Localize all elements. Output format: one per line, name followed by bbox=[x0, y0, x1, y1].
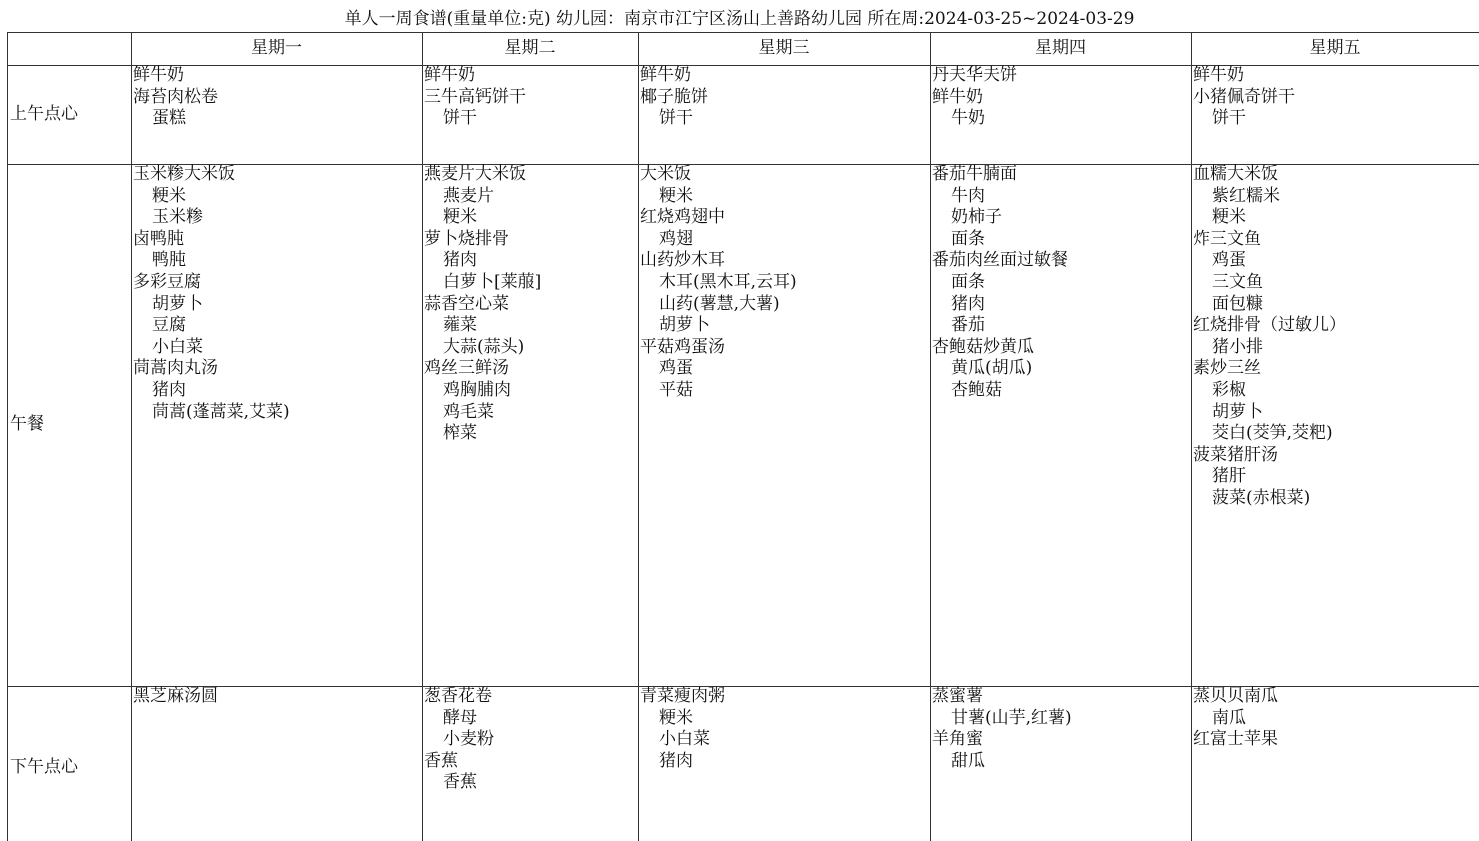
dish-name: 鲜牛奶 bbox=[1193, 65, 1244, 85]
dish-name: 羊角蜜 bbox=[932, 729, 983, 750]
dish-name: 葱香花卷 bbox=[424, 686, 492, 706]
ingredient-name: 饼干 bbox=[659, 108, 693, 129]
ingredient-name: 小麦粉 bbox=[443, 729, 494, 750]
ingredient-name: 粳米 bbox=[152, 185, 186, 206]
dish-name: 燕麦片大米饭 bbox=[424, 164, 526, 184]
ingredient-name: 酵母 bbox=[443, 707, 477, 728]
dish-name: 鸡丝三鲜汤 bbox=[424, 358, 509, 379]
dish-name: 鲜牛奶 bbox=[133, 65, 184, 85]
ingredient-name: 小白菜 bbox=[659, 729, 710, 750]
dish-name: 血糯大米饭 bbox=[1193, 164, 1278, 184]
ingredient-name: 白萝卜[莱菔] bbox=[443, 271, 542, 292]
ingredient-name: 鸡蛋 bbox=[659, 358, 693, 379]
ingredient-name: 香蕉 bbox=[443, 772, 477, 793]
cell-lunch-monday bbox=[133, 164, 290, 423]
dish-name: 鲜牛奶 bbox=[640, 65, 691, 85]
cell-morning-snack-monday bbox=[133, 65, 218, 130]
ingredient-name: 鸡翅 bbox=[659, 228, 693, 249]
ingredient-name: 茼蒿(蓬蒿菜,艾菜) bbox=[152, 401, 290, 422]
ingredient-name: 奶柿子 bbox=[951, 207, 1002, 228]
dish-name: 红烧鸡翅中 bbox=[640, 207, 725, 228]
dish-name: 蒜香空心菜 bbox=[424, 293, 509, 314]
cell-morning-snack-friday bbox=[1193, 65, 1295, 130]
dish-name: 椰子脆饼 bbox=[640, 86, 708, 107]
ingredient-name: 蕹菜 bbox=[443, 315, 477, 336]
ingredient-name: 甘薯(山芋,红薯) bbox=[951, 707, 1072, 728]
dish-name: 蒸蜜薯 bbox=[932, 686, 983, 706]
dish-name: 蒸贝贝南瓜 bbox=[1193, 686, 1278, 706]
ingredient-name: 大蒜(蒜头) bbox=[443, 336, 525, 357]
cell-lunch-wednesday bbox=[640, 164, 797, 402]
col-divider-5 bbox=[1191, 32, 1192, 841]
ingredient-name: 猪肉 bbox=[659, 750, 693, 771]
ingredient-name: 南瓜 bbox=[1212, 707, 1246, 728]
ingredient-name: 杏鲍菇 bbox=[951, 379, 1002, 400]
cell-lunch-friday bbox=[1193, 164, 1346, 510]
ingredient-name: 蛋糕 bbox=[152, 108, 186, 129]
ingredient-name: 牛奶 bbox=[951, 108, 985, 129]
col-divider-3 bbox=[638, 32, 639, 841]
day-header-tuesday: 星期二 bbox=[504, 38, 556, 58]
cell-morning-snack-tuesday bbox=[424, 65, 526, 130]
cell-afternoon-snack-monday bbox=[133, 686, 218, 708]
cell-afternoon-snack-thursday bbox=[932, 686, 1072, 772]
dish-name: 鲜牛奶 bbox=[932, 86, 983, 107]
ingredient-name: 番茄 bbox=[951, 315, 985, 336]
dish-name: 鲜牛奶 bbox=[424, 65, 475, 85]
cell-morning-snack-thursday bbox=[932, 65, 1017, 130]
cell-morning-snack-wednesday bbox=[640, 65, 708, 130]
dish-name: 丹夫华夫饼 bbox=[932, 65, 1017, 85]
ingredient-name: 粳米 bbox=[443, 207, 477, 228]
ingredient-name: 胡萝卜 bbox=[1212, 401, 1263, 422]
ingredient-name: 菠菜(赤根菜) bbox=[1212, 487, 1311, 508]
dish-name: 香蕉 bbox=[424, 750, 458, 771]
ingredient-name: 猪肉 bbox=[443, 250, 477, 271]
ingredient-name: 平菇 bbox=[659, 379, 693, 400]
ingredient-name: 彩椒 bbox=[1212, 379, 1246, 400]
dish-name: 菠菜猪肝汤 bbox=[1193, 444, 1278, 465]
ingredient-name: 三文鱼 bbox=[1212, 271, 1263, 292]
ingredient-name: 小白菜 bbox=[152, 336, 203, 357]
col-divider-0 bbox=[7, 32, 8, 841]
ingredient-name: 榨菜 bbox=[443, 423, 477, 444]
dish-name: 平菇鸡蛋汤 bbox=[640, 336, 725, 357]
ingredient-name: 紫红糯米 bbox=[1212, 185, 1280, 206]
ingredient-name: 粳米 bbox=[659, 707, 693, 728]
ingredient-name: 猪肝 bbox=[1212, 466, 1246, 487]
dish-name: 卤鸭肫 bbox=[133, 228, 184, 249]
dish-name: 番茄肉丝面过敏餐 bbox=[932, 250, 1068, 271]
ingredient-name: 鸭肫 bbox=[152, 250, 186, 271]
meal-label-afternoon-snack: 下午点心 bbox=[10, 757, 78, 777]
ingredient-name: 鸡蛋 bbox=[1212, 250, 1246, 271]
ingredient-name: 胡萝卜 bbox=[659, 315, 710, 336]
dish-name: 海苔肉松卷 bbox=[133, 86, 218, 107]
meal-label-lunch: 午餐 bbox=[10, 414, 44, 434]
cell-lunch-tuesday bbox=[424, 164, 541, 445]
ingredient-name: 面条 bbox=[951, 271, 985, 292]
ingredient-name: 茭白(茭笋,茭粑) bbox=[1212, 423, 1333, 444]
menu-title: 单人一周食谱(重量单位:克) 幼儿园：南京市江宁区汤山上善路幼儿园 所在周:2024-03-25~2024-03-29 bbox=[344, 9, 1135, 29]
ingredient-name: 粳米 bbox=[659, 185, 693, 206]
dish-name: 素炒三丝 bbox=[1193, 358, 1261, 379]
day-header-friday: 星期五 bbox=[1309, 38, 1361, 58]
ingredient-name: 饼干 bbox=[443, 108, 477, 129]
dish-name: 茼蒿肉丸汤 bbox=[133, 358, 218, 379]
ingredient-name: 豆腐 bbox=[152, 315, 186, 336]
dish-name: 山药炒木耳 bbox=[640, 250, 725, 271]
cell-afternoon-snack-tuesday bbox=[424, 686, 494, 794]
ingredient-name: 黄瓜(胡瓜) bbox=[951, 358, 1033, 379]
ingredient-name: 猪肉 bbox=[152, 379, 186, 400]
day-header-wednesday: 星期三 bbox=[758, 38, 810, 58]
ingredient-name: 面条 bbox=[951, 228, 985, 249]
cell-afternoon-snack-friday bbox=[1193, 686, 1278, 751]
ingredient-name: 牛肉 bbox=[951, 185, 985, 206]
cell-afternoon-snack-wednesday bbox=[640, 686, 725, 772]
ingredient-name: 猪小排 bbox=[1212, 336, 1263, 357]
ingredient-name: 胡萝卜 bbox=[152, 293, 203, 314]
day-header-monday: 星期一 bbox=[251, 38, 302, 58]
ingredient-name: 山药(薯慧,大薯) bbox=[659, 293, 780, 314]
col-divider-2 bbox=[422, 32, 423, 841]
col-divider-4 bbox=[930, 32, 931, 841]
ingredient-name: 粳米 bbox=[1212, 207, 1246, 228]
dish-name: 青菜瘦肉粥 bbox=[640, 686, 725, 706]
ingredient-name: 玉米糁 bbox=[152, 207, 203, 228]
ingredient-name: 猪肉 bbox=[951, 293, 985, 314]
dish-name: 萝卜烧排骨 bbox=[424, 228, 509, 249]
day-header-thursday: 星期四 bbox=[1035, 38, 1086, 58]
dish-name: 多彩豆腐 bbox=[133, 271, 201, 292]
ingredient-name: 饼干 bbox=[1212, 108, 1246, 129]
col-divider-1 bbox=[131, 32, 132, 841]
dish-name: 红富士苹果 bbox=[1193, 729, 1278, 750]
dish-name: 炸三文鱼 bbox=[1193, 228, 1261, 249]
dish-name: 玉米糁大米饭 bbox=[133, 164, 235, 184]
dish-name: 番茄牛腩面 bbox=[932, 164, 1017, 184]
dish-name: 黑芝麻汤圆 bbox=[133, 686, 218, 706]
dish-name: 三牛高钙饼干 bbox=[424, 86, 526, 107]
ingredient-name: 鸡毛菜 bbox=[443, 401, 494, 422]
ingredient-name: 鸡胸脯肉 bbox=[443, 379, 511, 400]
ingredient-name: 面包糠 bbox=[1212, 293, 1263, 314]
cell-lunch-thursday bbox=[932, 164, 1068, 402]
dish-name: 红烧排骨（过敏儿） bbox=[1193, 315, 1346, 336]
ingredient-name: 木耳(黑木耳,云耳) bbox=[659, 271, 797, 292]
meal-label-morning-snack: 上午点心 bbox=[10, 104, 78, 124]
dish-name: 小猪佩奇饼干 bbox=[1193, 86, 1295, 107]
ingredient-name: 燕麦片 bbox=[443, 185, 494, 206]
dish-name: 大米饭 bbox=[640, 164, 691, 184]
dish-name: 杏鲍菇炒黄瓜 bbox=[932, 336, 1034, 357]
ingredient-name: 甜瓜 bbox=[951, 750, 985, 771]
